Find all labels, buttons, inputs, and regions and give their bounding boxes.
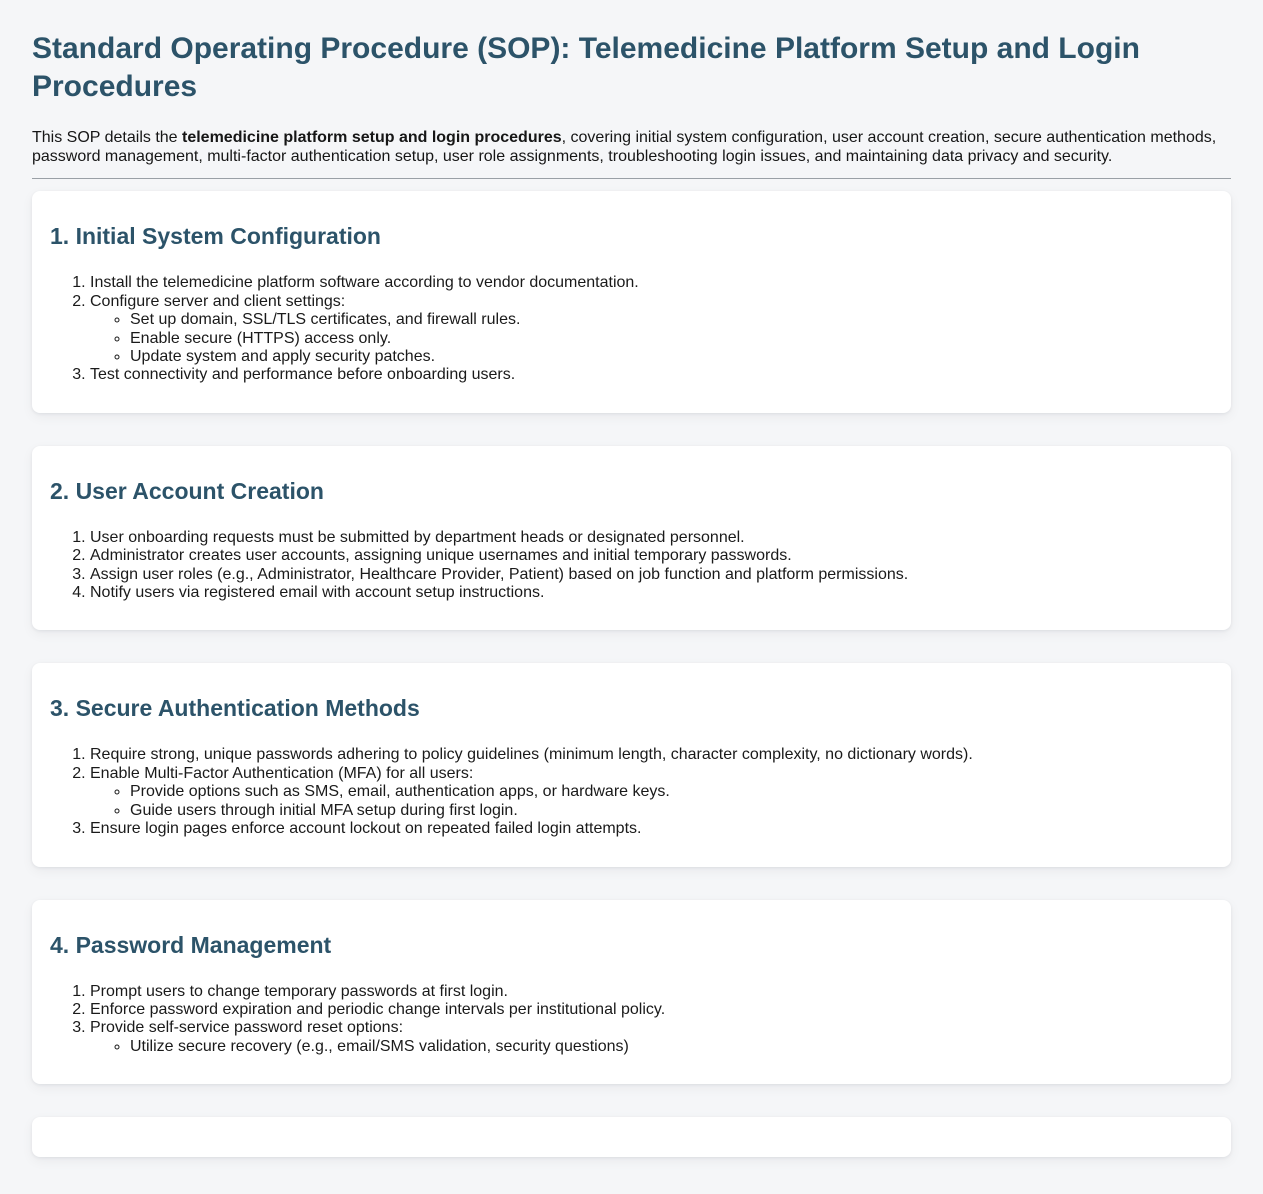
list-item: 2. Enable Multi-Factor Authentication (MFA) for all users: ◦ Provide options such as SMS, email, authentication apps, or hardware keys. ◦ Guide users through initial MFA setup during first login. <box>90 765 1213 820</box>
partial-next-card <box>32 1117 1231 1157</box>
sop-document <box>32 30 1231 1157</box>
sub-list-item: ◦ Update system and apply security patches. <box>130 348 1213 366</box>
sub-list-item: ◦ Utilize secure recovery (e.g., email/SMS validation, security questions) <box>130 1038 1213 1056</box>
section-list <box>50 274 1213 384</box>
sop-section-card <box>32 663 1231 866</box>
sop-section-card <box>32 191 1231 412</box>
divider <box>32 178 1231 179</box>
list-item: 2. Configure server and client settings: ◦ Set up domain, SSL/TLS certificates, and firewall rules. ◦ Enable secure (HTTPS) access only. ◦ Update system and apply security patches. <box>90 293 1213 367</box>
intro-text-bold: telemedicine platform setup and login procedures <box>182 129 562 146</box>
list-item: 4. Notify users via registered email with account setup instructions. <box>90 584 1213 602</box>
section-heading: 4. Password Management <box>50 931 332 958</box>
sub-list <box>90 1038 1213 1056</box>
list-item: 3. Ensure login pages enforce account lockout on repeated failed login attempts. <box>90 820 1213 838</box>
sub-list-item: ◦ Guide users through initial MFA setup during first login. <box>130 802 1213 820</box>
section-list <box>50 983 1213 1057</box>
sub-list-item: ◦ Provide options such as SMS, email, authentication apps, or hardware keys. <box>130 783 1213 801</box>
section-list <box>50 746 1213 838</box>
section-list <box>50 529 1213 603</box>
list-item: 3. Test connectivity and performance before onboarding users. <box>90 366 1213 384</box>
list-item: 2. Administrator creates user accounts, assigning unique usernames and initial temporary passwords. <box>90 547 1213 565</box>
list-item: 3. Provide self-service password reset options: ◦ Utilize secure recovery (e.g., email/SMS validation, security questions) <box>90 1019 1213 1056</box>
sop-section-card <box>32 900 1231 1085</box>
list-item: 3. Assign user roles (e.g., Administrator, Healthcare Provider, Patient) based on job function and platform permissions. <box>90 566 1213 584</box>
list-item: 1. Require strong, unique passwords adhering to policy guidelines (minimum length, character complexity, no dictionary words). <box>90 746 1213 764</box>
list-item: 2. Enforce password expiration and periodic change intervals per institutional policy. <box>90 1001 1213 1019</box>
sub-list <box>90 311 1213 366</box>
sop-section-card <box>32 446 1231 631</box>
sections <box>32 191 1231 1084</box>
list-item: 1. User onboarding requests must be submitted by department heads or designated personnel. <box>90 529 1213 547</box>
section-heading: 1. Initial System Configuration <box>50 223 381 250</box>
sub-list <box>90 783 1213 820</box>
intro-paragraph <box>32 128 1231 166</box>
page-title: Standard Operating Procedure (SOP): Telemedicine Platform Setup and Login Procedures <box>32 32 1140 103</box>
section-heading: 2. User Account Creation <box>50 477 324 504</box>
intro-text-suffix: , covering initial system configuration, user account creation, secure authentication methods, password management, multi-factor authentication setup, user role assignments, troubleshooting login issues, and maintaining data privacy and security. <box>32 129 1217 166</box>
list-item: 1. Install the telemedicine platform software according to vendor documentation. <box>90 274 1213 292</box>
sub-list-item: ◦ Enable secure (HTTPS) access only. <box>130 330 1213 348</box>
sub-list-item: ◦ Set up domain, SSL/TLS certificates, and firewall rules. <box>130 311 1213 329</box>
list-item: 1. Prompt users to change temporary passwords at first login. <box>90 983 1213 1001</box>
section-heading: 3. Secure Authentication Methods <box>50 695 420 722</box>
intro-text-prefix: This SOP details the <box>32 129 182 146</box>
